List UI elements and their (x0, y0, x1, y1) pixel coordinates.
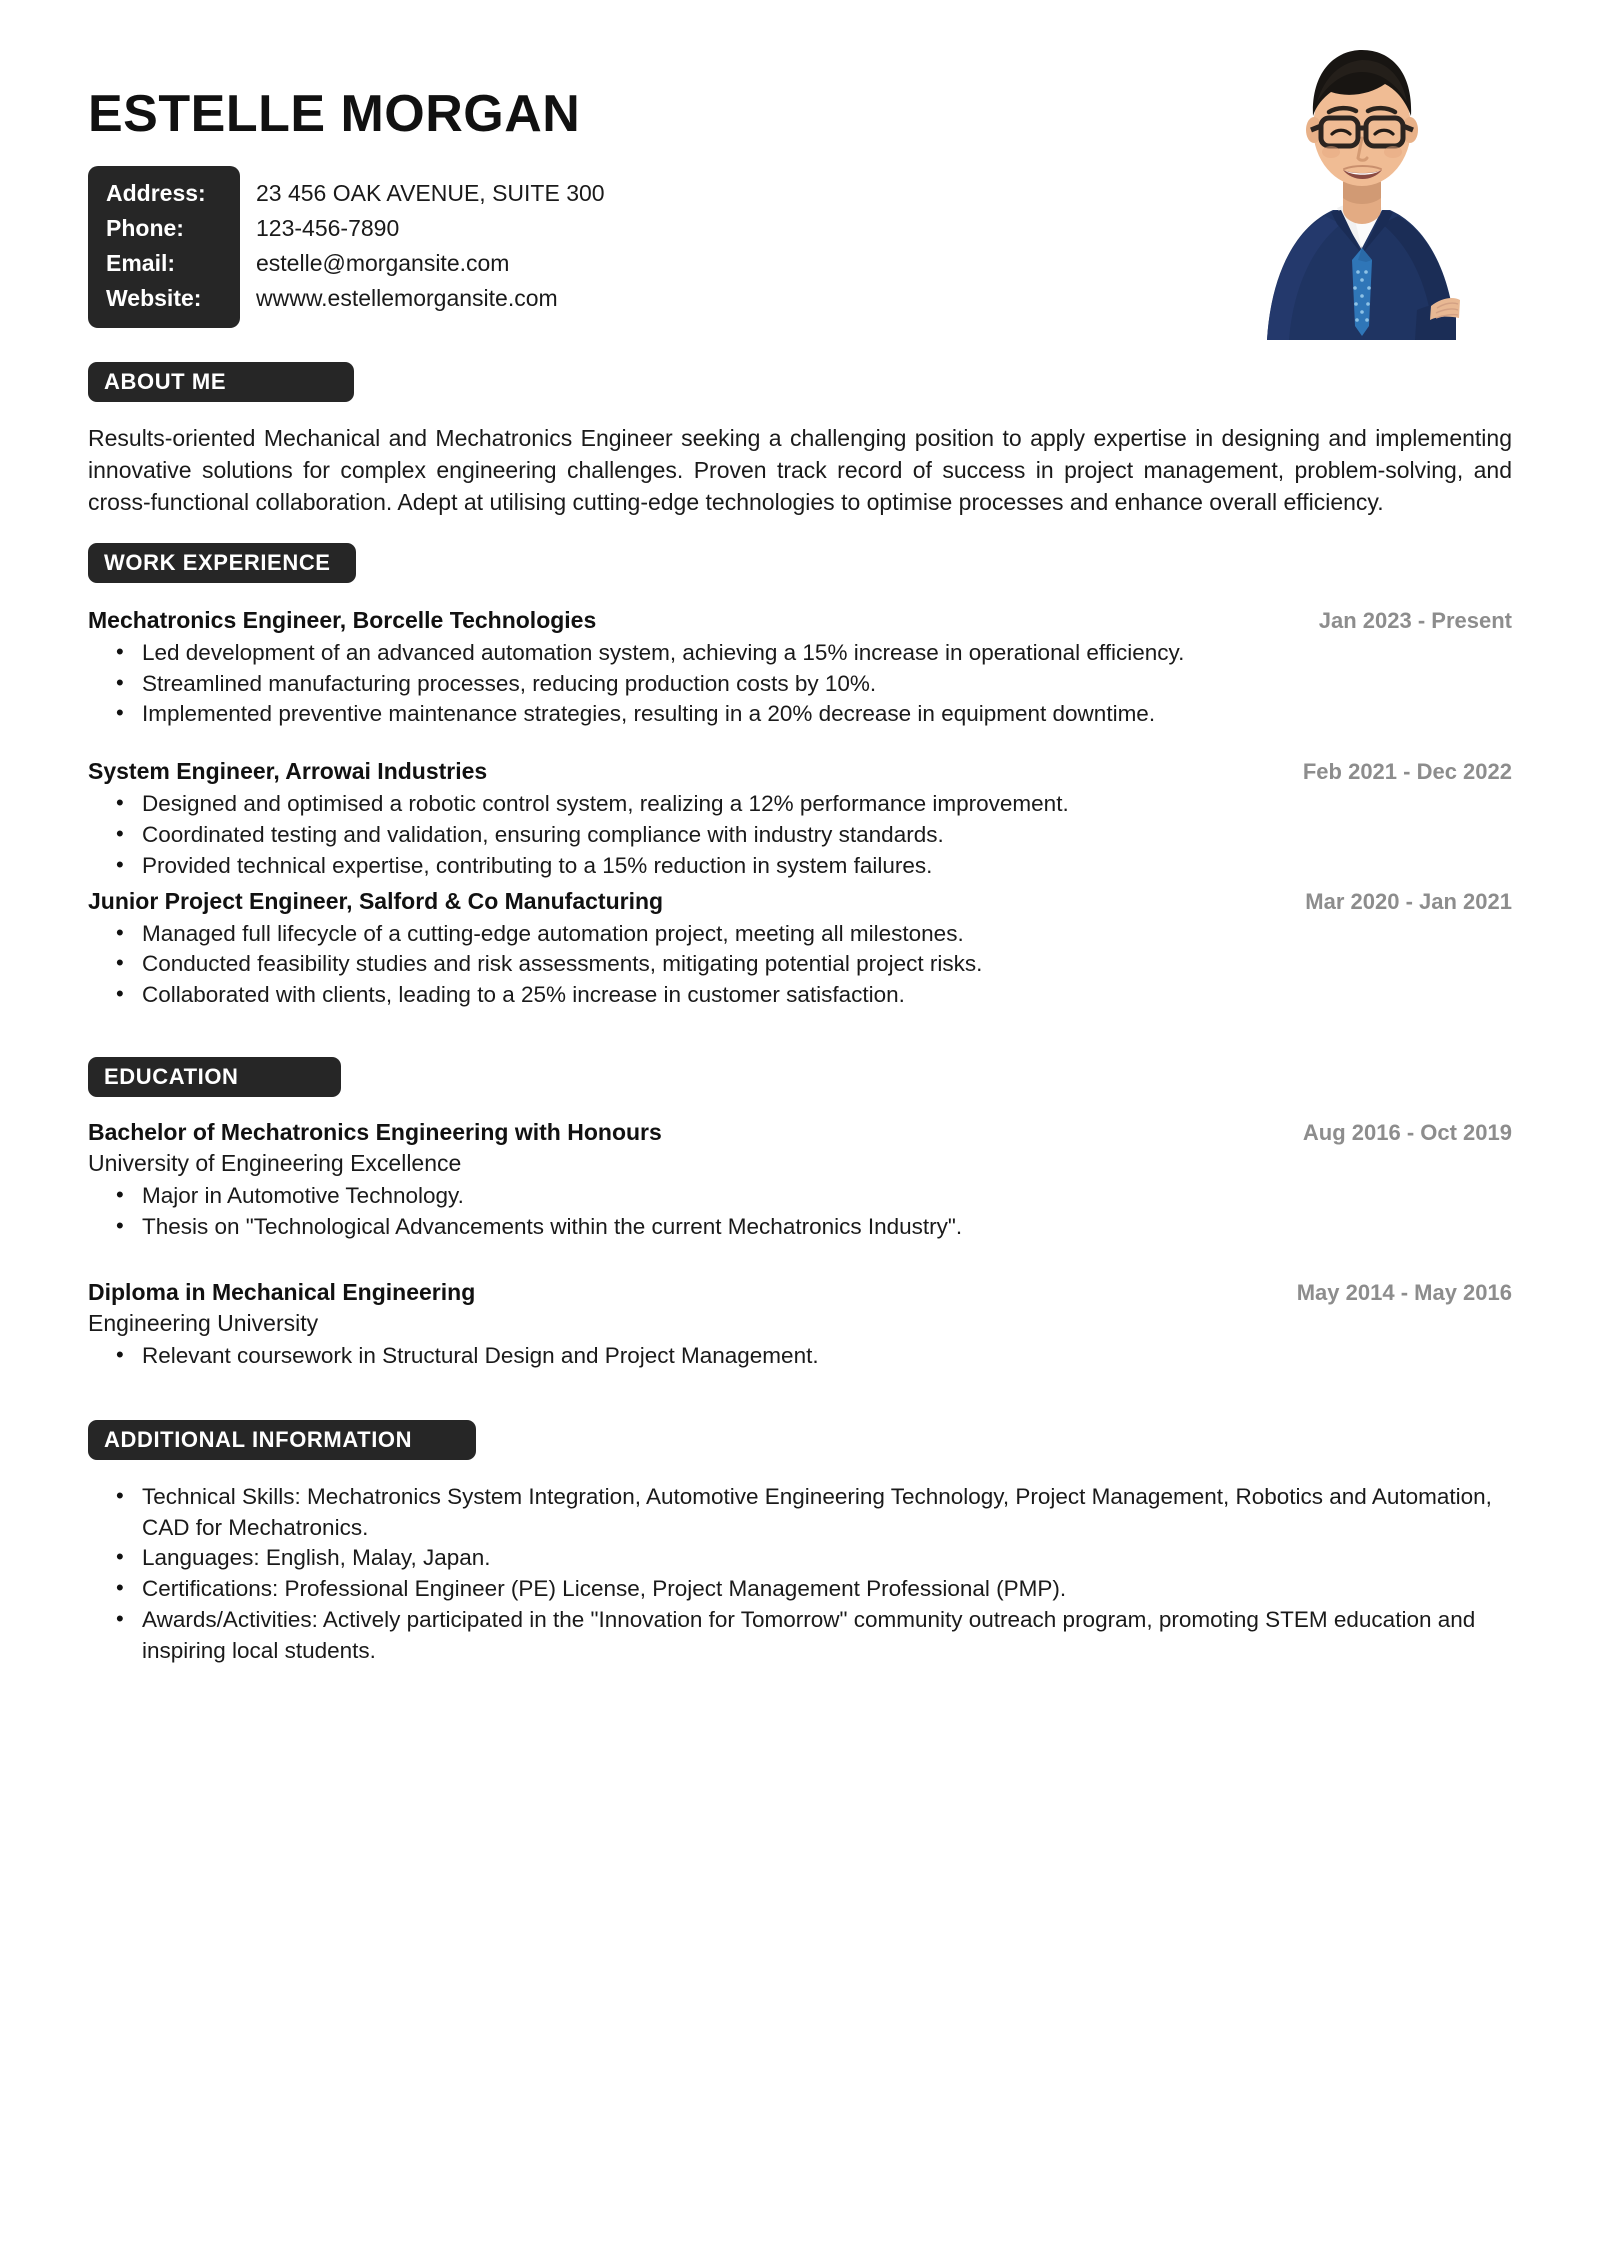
resume-header (88, 0, 1512, 328)
list-item: • Streamlined manufacturing processes, reducing production costs by 10%. (138, 669, 1512, 700)
section-heading-about-me: ABOUT ME (88, 362, 354, 402)
avatar-illustration (1245, 10, 1478, 340)
list-item: • Provided technical expertise, contributing to a 15% reduction in system failures. (138, 851, 1512, 882)
section-heading-education: EDUCATION (88, 1057, 341, 1097)
list-item: • Certifications: Professional Engineer (PE) License, Project Management Professional (PMP). (138, 1574, 1512, 1605)
contact-value-website[interactable]: wwww.estellemorgansite.com (256, 285, 558, 311)
page-title: ESTELLE MORGAN (88, 85, 581, 143)
work-entry-date: Jan 2023 - Present (1318, 607, 1512, 633)
contact-value-address: 23 456 OAK AVENUE, SUITE 300 (256, 180, 605, 206)
additional-information-bullets (88, 1482, 1512, 1667)
section-heading-work-experience: WORK EXPERIENCE (88, 543, 356, 583)
list-item: • Relevant coursework in Structural Design and Project Management. (138, 1341, 1512, 1372)
section-education (88, 1057, 1512, 1372)
list-item: • Managed full lifecycle of a cutting-edge automation project, meeting all milestones. (138, 919, 1512, 950)
work-entry-title: Junior Project Engineer, Salford & Co Manufacturing (88, 887, 664, 914)
work-entry (88, 758, 1512, 881)
education-entry-title: Bachelor of Mechatronics Engineering with Honours (88, 1119, 662, 1146)
list-item: • Implemented preventive maintenance strategies, resulting in a 20% decrease in equipment downtime. (138, 699, 1512, 730)
education-institution: Engineering University (88, 1309, 319, 1336)
education-institution: University of Engineering Excellence (88, 1150, 462, 1177)
education-entry (88, 1279, 1512, 1372)
contact-label-email: Email: (106, 250, 176, 276)
list-item: • Awards/Activities: Actively participated in the "Innovation for Tomorrow" community outreach program, promoting STEM education and inspiring local students. (138, 1605, 1512, 1667)
education-entry-header (88, 1119, 1512, 1146)
list-item: • Conducted feasibility studies and risk assessments, mitigating potential project risks. (138, 949, 1512, 980)
list-item: • Major in Automotive Technology. (138, 1181, 1512, 1212)
contact-value-phone[interactable]: 123-456-7890 (256, 215, 400, 241)
education-entry-bullets (88, 1341, 1512, 1372)
work-entry (88, 888, 1512, 1011)
section-heading-additional-information: ADDITIONAL INFORMATION (88, 1420, 476, 1460)
contact-label-column (88, 166, 240, 328)
list-item: • Thesis on "Technological Advancements within the current Mechatronics Industry". (138, 1212, 1512, 1243)
profile-photo (1245, 10, 1478, 340)
work-entry-bullets (88, 919, 1512, 1011)
list-item: • Languages: English, Malay, Japan. (138, 1543, 1512, 1574)
section-about-me (88, 362, 1512, 519)
contact-value-column (240, 166, 605, 328)
section-additional-information (88, 1420, 1512, 1667)
work-entry-bullets (88, 638, 1512, 730)
work-entry-header (88, 607, 1512, 634)
work-entry-bullets (88, 789, 1512, 881)
work-entry-title: Mechatronics Engineer, Borcelle Technologies (88, 606, 597, 633)
list-item: • Designed and optimised a robotic control system, realizing a 12% performance improvement. (138, 789, 1512, 820)
education-entry-title: Diploma in Mechanical Engineering (88, 1278, 476, 1305)
list-item: • Coordinated testing and validation, ensuring compliance with industry standards. (138, 820, 1512, 851)
contact-label-phone: Phone: (106, 215, 184, 241)
work-entry-header (88, 758, 1512, 785)
list-item: • Technical Skills: Mechatronics System Integration, Automotive Engineering Technology, Project Management, Robotics and Automation, CAD for Mechatronics. (138, 1482, 1512, 1544)
work-entry (88, 607, 1512, 730)
about-me-text: Results-oriented Mechanical and Mechatronics Engineer seeking a challenging position to apply expertise in designing and implementing innovative solutions for complex engineering challenges. Proven track record of success in project management, problem-solving, and cross-functional collaboration. Adept at utilising cutting-edge technologies to optimise processes and enhance overall efficiency. (88, 425, 1512, 516)
work-entry-date: Feb 2021 - Dec 2022 (1302, 759, 1512, 785)
education-entry-date: May 2014 - May 2016 (1296, 1279, 1512, 1305)
list-item: • Led development of an advanced automation system, achieving a 15% increase in operational efficiency. (138, 638, 1512, 669)
work-entry-header (88, 888, 1512, 915)
contact-value-email[interactable]: estelle@morgansite.com (256, 250, 510, 276)
contact-label-website: Website: (106, 285, 202, 311)
contact-label-address: Address: (106, 180, 206, 206)
work-entry-title: System Engineer, Arrowai Industries (88, 758, 488, 785)
education-entry-bullets (88, 1181, 1512, 1243)
section-work-experience (88, 543, 1512, 1011)
work-entry-date: Mar 2020 - Jan 2021 (1305, 888, 1512, 914)
list-item: • Collaborated with clients, leading to a 25% increase in customer satisfaction. (138, 980, 1512, 1011)
education-entry-header (88, 1279, 1512, 1306)
education-entry (88, 1119, 1512, 1243)
education-entry-date: Aug 2016 - Oct 2019 (1302, 1120, 1512, 1146)
